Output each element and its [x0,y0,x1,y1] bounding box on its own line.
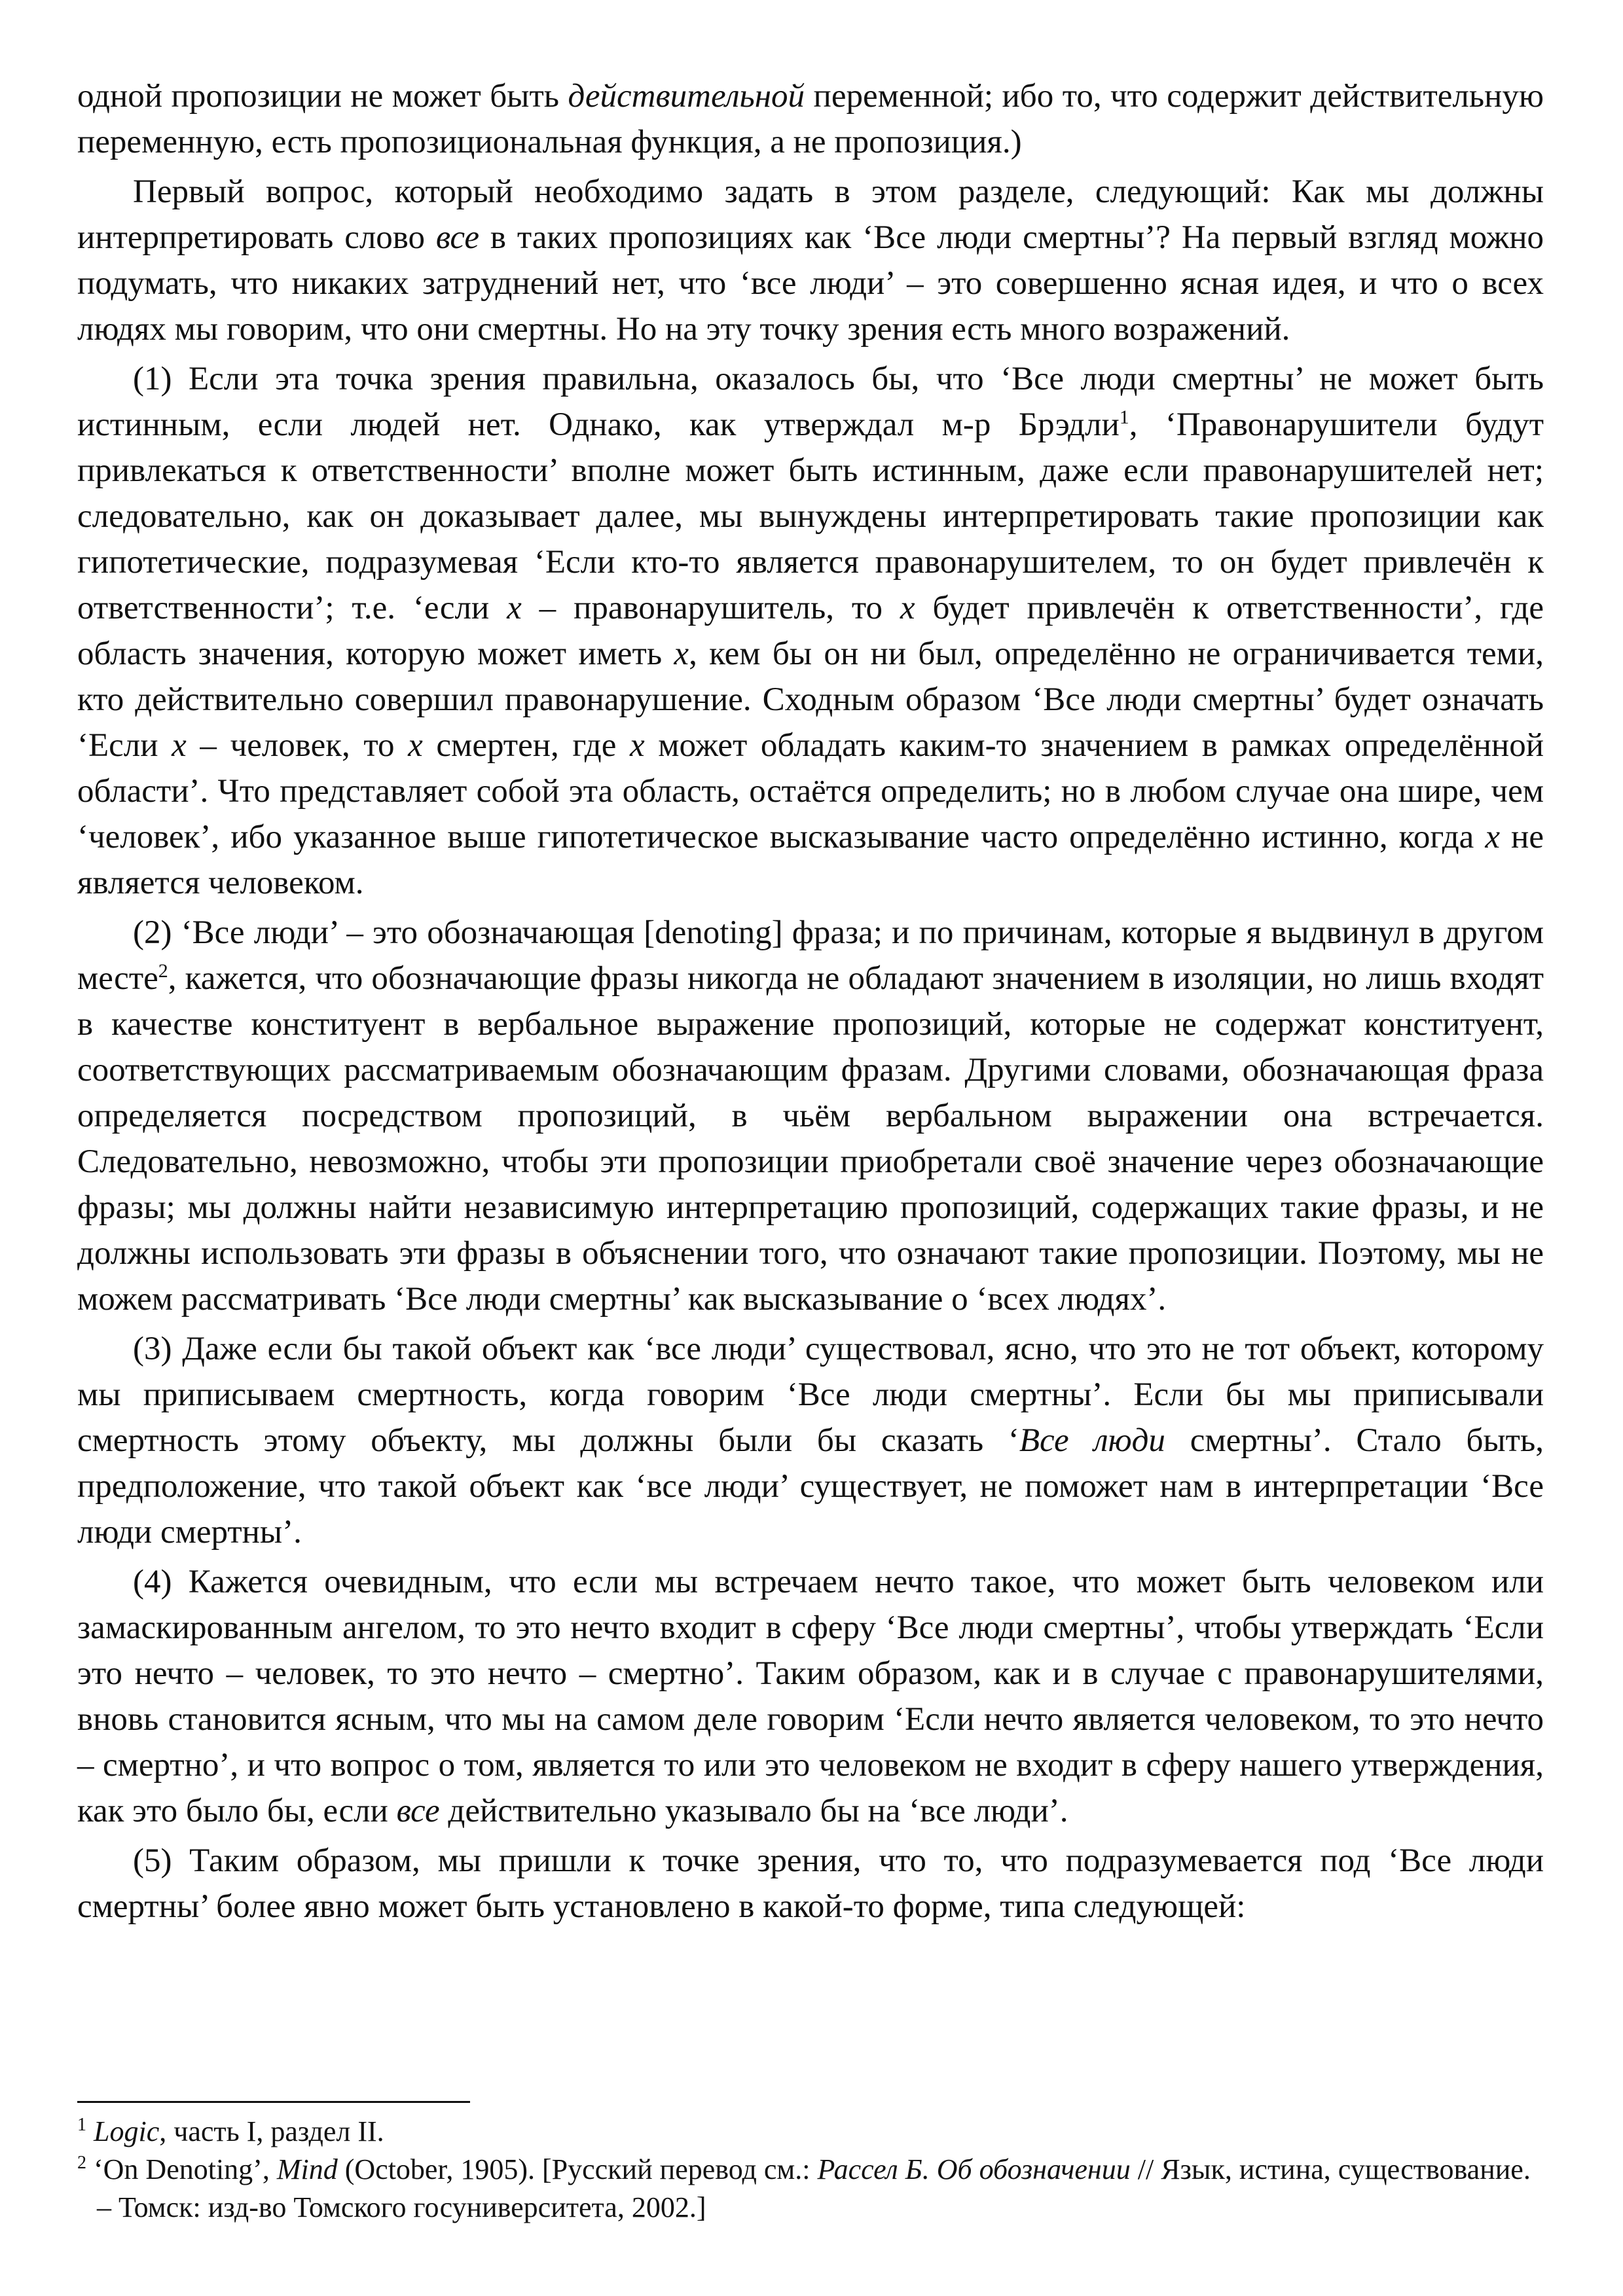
text-run: (1) Если эта точка зрения правильна, оказалось бы, что ‘Все люди смертны’ не может быть истинным, если людей нет. Однако, как утверждал м-р Брэдли [77,361,1544,443]
footnotes [77,2113,1544,2227]
text-run: будет привлечён к ответственности’, где область значения, которую может иметь [77,590,1544,672]
text-run: не является человеком. [77,819,1544,901]
text-run: (2) ‘Все люди’ – это обозначающая [denoting] фраза; и по причинам, которые я выдвинул в другом месте [77,914,1544,997]
text-run: // Язык, истина, существование. – Томск: изд-во Томского госуниверситета, 2002.] [97,2153,1531,2223]
text-run: (5) Таким образом, мы пришли к точке зрения, что то, что подразумевается под ‘Все люди смертны’ более явно может быть установлено в какой-то форме, типа следующей: [77,1842,1544,1925]
italic-run: действительной [568,78,805,115]
text-run: может обладать каким-то значением в рамках определённой области’. Что представляет собой эта область, остаётся определить; но в любом случае она шире, чем ‘человек’, ибо указанное выше гипотетическое высказывание часто определённо истинно, когда [77,727,1544,855]
text-run: (3) Даже если бы такой объект как ‘все люди’ существовал, ясно, что это не тот объект, которому мы приписываем смертность, когда говорим ‘Все люди смертны’. Если бы мы приписывали смертность этому объекту, мы должны были бы сказать ‘ [77,1331,1544,1459]
variable-x: x [900,590,915,626]
variable-x: x [630,727,645,764]
text-run: смертны’. Стало быть, предположение, что такой объект как ‘все люди’ существует, не поможет нам в интерпретации ‘Все люди смертны’. [77,1422,1544,1551]
paragraph-objection-2 [77,910,1544,1322]
page-body [77,73,1544,1929]
text-run: , кажется, что обозначающие фразы никогда не обладают значением в изоляции, но лишь входят в качестве конституент в вербальное выражение пропозиций, которые не содержат конституент, соответствующих рассматриваемым обозначающим фразам. Другими словами, обозначающая фраза определяется посредством пропозиций, в чьём вербальном выражении она встречается. Следовательно, невозможно, чтобы эти пропозиции приобретали своё значение через обозначающие фразы; мы должны найти независимую интерпретацию пропозиций, содержащих такие фразы, и не должны использовать эти фразы в объяснении того, что означают такие пропозиции. Поэтому, мы не можем рассматривать ‘Все люди смертны’ как высказывание о ‘всех людях’. [77,960,1544,1318]
text-run: действительно указывало бы на ‘все люди’. [439,1793,1068,1829]
text-run: одной пропозиции не может быть [77,78,568,115]
italic-run: все [435,219,479,256]
variable-x: x [408,727,423,764]
paragraph-objection-1 [77,356,1544,906]
text-run: , кем бы он ни был, определённо не ограничивается теми, кто действительно совершил правонарушение. Сходным образом ‘Все люди смертны’ будет означать ‘Если [77,636,1544,764]
text-run: (October, 1905). [Русский перевод см.: [337,2153,818,2185]
variable-x: x [172,727,187,764]
text-run: переменной; ибо то, что содержит действительную переменную, есть пропозициональная функция, а не пропозиция.) [77,78,1544,160]
italic-run: Рассел Б. Об обозначении [817,2153,1131,2185]
italic-run: Logic [94,2115,160,2147]
text-run: , ‘Правонарушители будут привлекаться к ответственности’ вполне может быть истинным, даже если правонарушителей нет; следовательно, как он доказывает далее, мы вынуждены интерпретировать такие пропозиции как гипотетические, подразумевая ‘Если кто-то является правонарушителем, то он будет привлечён к ответственности’; т.е. ‘если [77,406,1544,626]
paragraph-continuation [77,73,1544,165]
text-run: – правонарушитель, то [521,590,900,626]
variable-x: x [507,590,522,626]
italic-run: Все люди [1019,1422,1165,1459]
footnote-1 [77,2113,1544,2151]
footnote-ref-2[interactable]: 2 [158,960,168,982]
footnote-number: 2 [77,2153,86,2174]
paragraph-intro-question [77,169,1544,352]
text-run: в таких пропозициях как ‘Все люди смертны’? На первый взгляд можно подумать, что никаких затруднений нет, что ‘все люди’ – это совершенно ясная идея, и что о всех людях мы говорим, что они смертны. Но на эту точку зрения есть много возражений. [77,219,1544,348]
paragraph-conclusion-5 [77,1838,1544,1929]
footnote-ref-1[interactable]: 1 [1119,406,1129,428]
text-run: ‘On Denoting’, [94,2153,277,2185]
text-run: – человек, то [186,727,409,764]
text-run: смертен, где [422,727,630,764]
footnote-2 [77,2151,1544,2227]
paragraph-objection-3 [77,1326,1544,1555]
paragraph-objection-4 [77,1559,1544,1834]
text-run: (4) Кажется очевидным, что если мы встречаем нечто такое, что может быть человеком или замаскированным ангелом, то это нечто входит в сферу ‘Все люди смертны’, чтобы утверждать ‘Если это нечто – человек, то это нечто – смертно’. Таким образом, как и в случае с правонарушителями, вновь становится ясным, что мы на самом деле говорим ‘Если нечто является человеком, то это нечто – смертно’, и что вопрос о том, является то или это человеком не входит в сферу нашего утверждения, как это было бы, если [77,1564,1544,1829]
italic-run: Mind [276,2153,338,2185]
footnote-divider [77,2101,470,2103]
text-run: , часть I, раздел II. [159,2115,384,2147]
text-run: Первый вопрос, который необходимо задать в этом разделе, следующий: Как мы должны интерпретировать слово [77,173,1544,256]
footnote-number: 1 [77,2115,86,2136]
italic-run: все [396,1793,440,1829]
variable-x: x [1485,819,1500,855]
variable-x: x [674,636,689,672]
